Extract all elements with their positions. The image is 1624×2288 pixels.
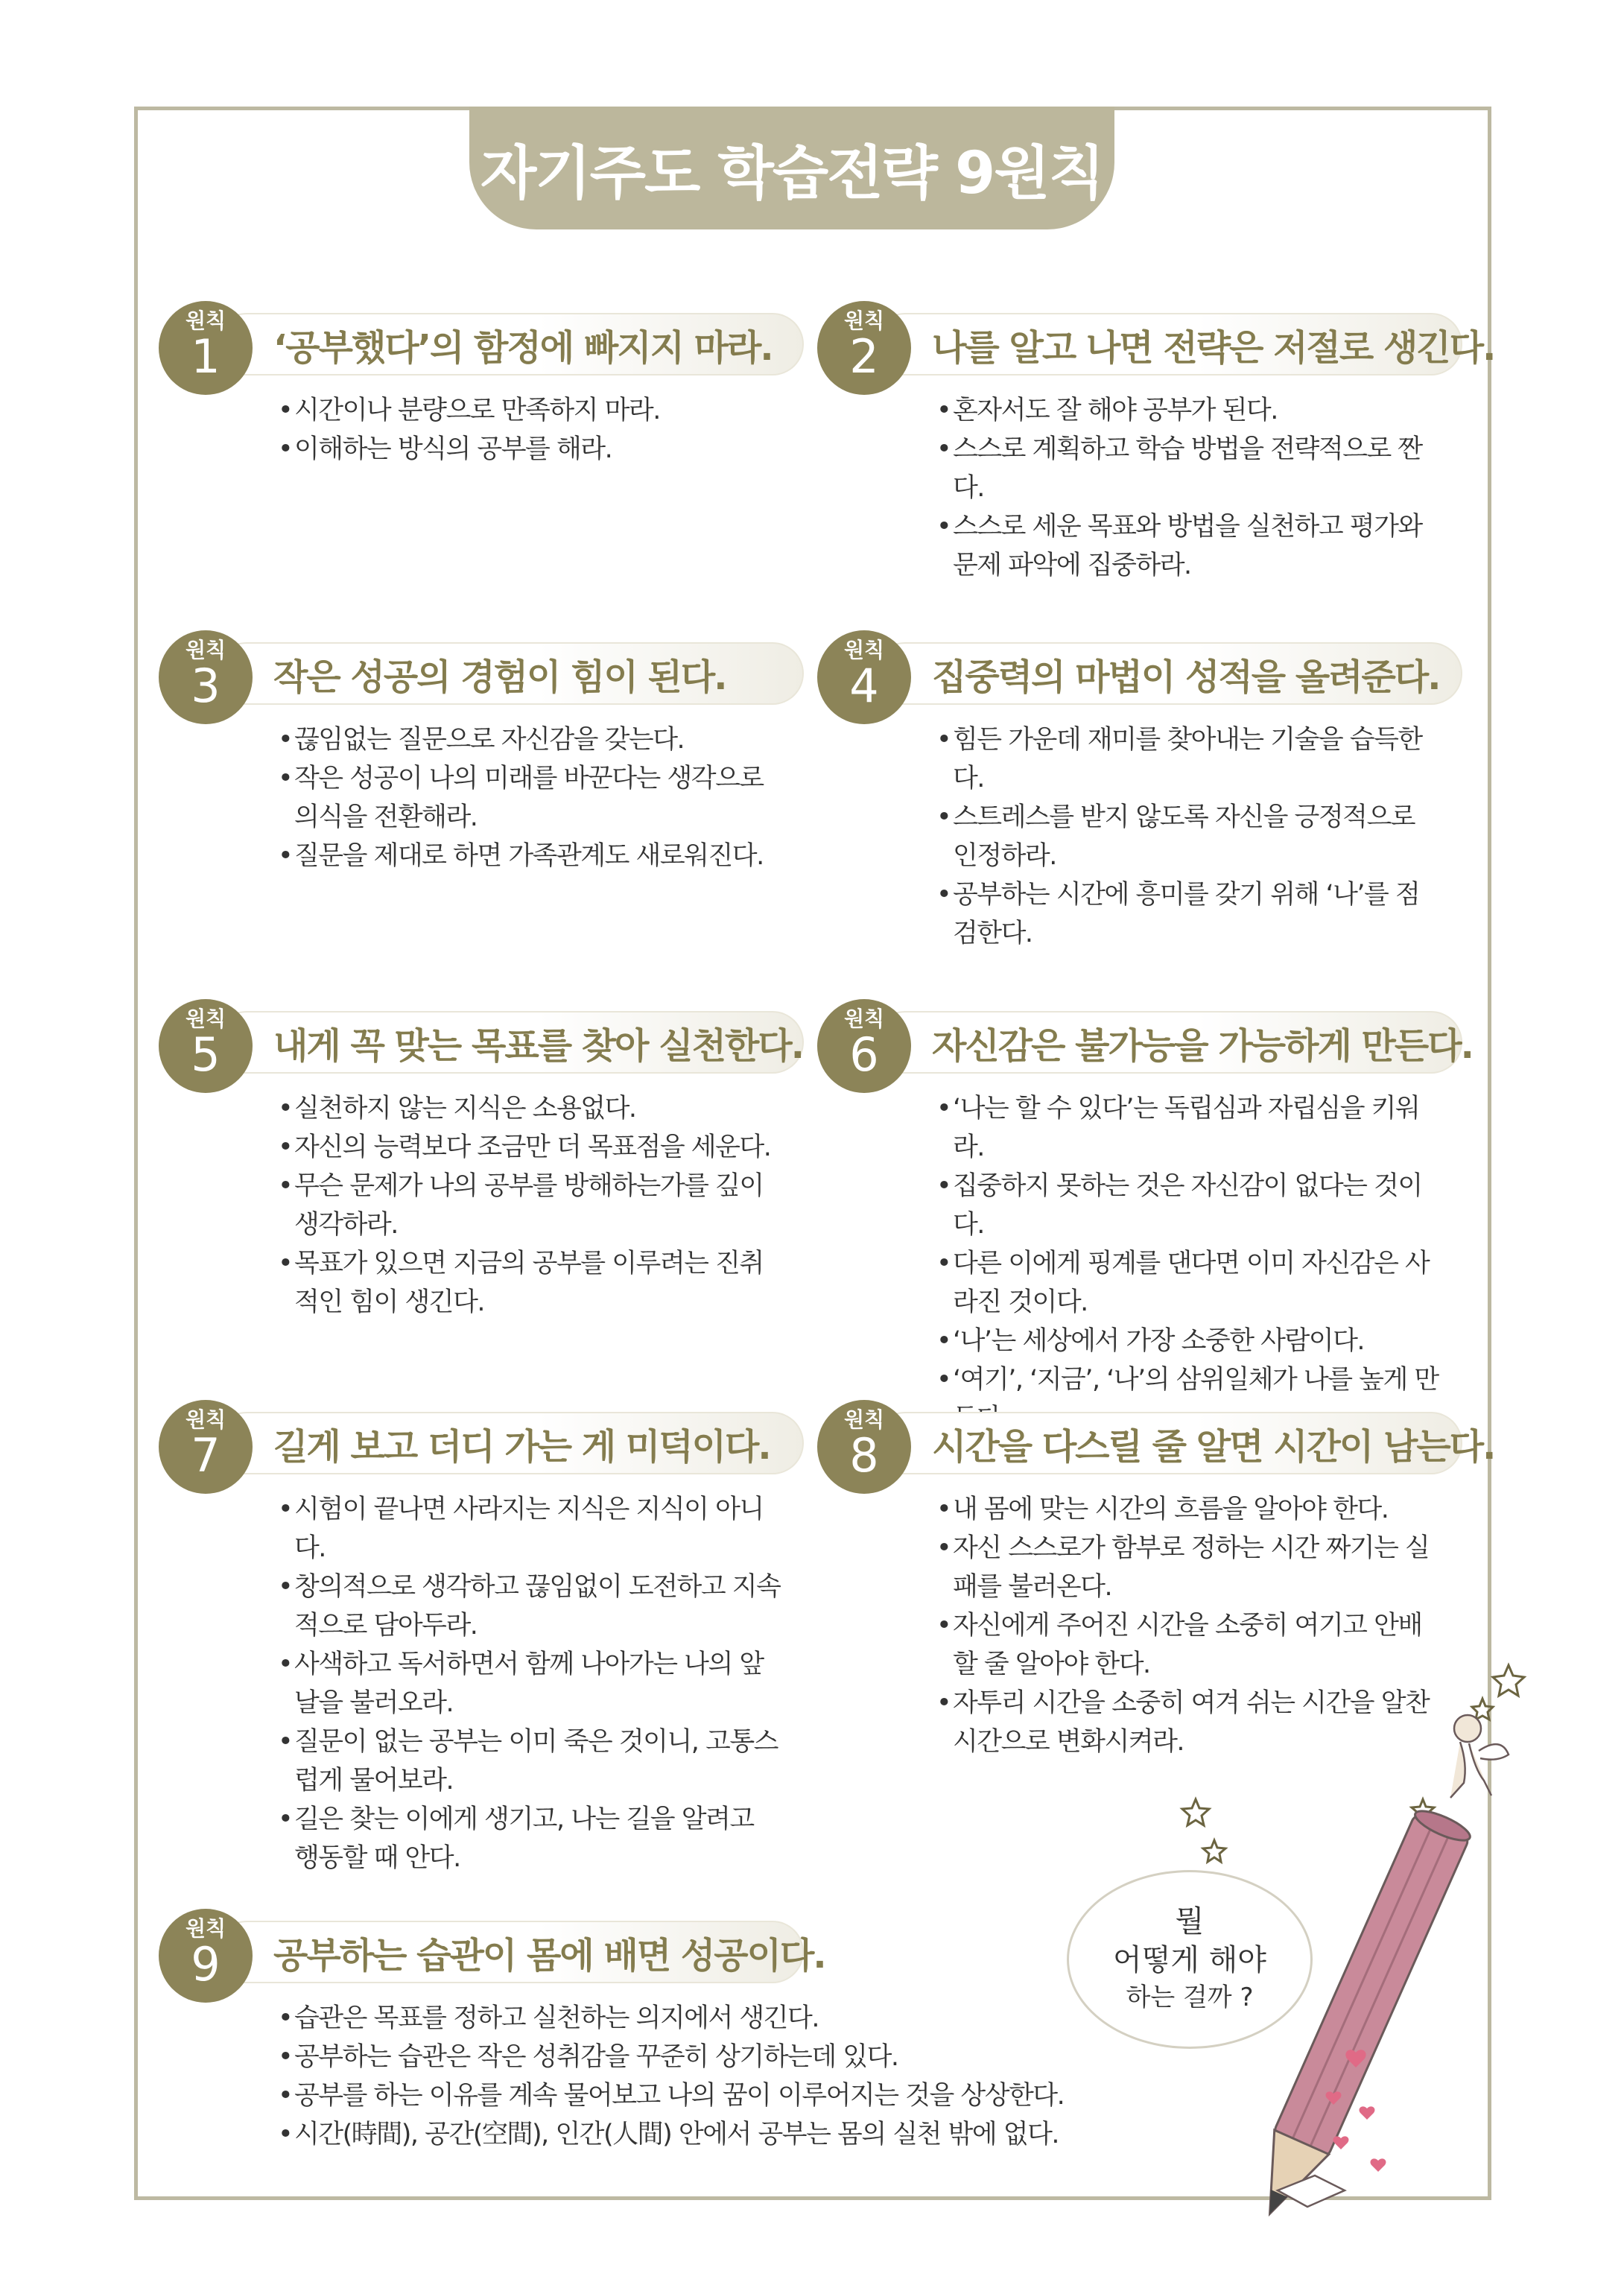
badge-number: 2 bbox=[849, 329, 879, 384]
badge-label: 원칙 bbox=[843, 1007, 885, 1031]
principle-badge bbox=[817, 630, 911, 724]
principle-list bbox=[936, 391, 1443, 585]
list-item: • 실천하지 않는 지식은 소용없다. bbox=[278, 1089, 784, 1128]
badge-number: 1 bbox=[191, 329, 221, 384]
list-item: • 공부하는 시간에 흥미를 갖기 위해 ‘나’를 점검한다. bbox=[936, 875, 1443, 953]
list-item: • ‘나는 할 수 있다’는 독립심과 자립심을 키워라. bbox=[936, 1089, 1443, 1167]
list-item: • 혼자서도 잘 해야 공부가 된다. bbox=[936, 391, 1443, 430]
list-item: • 공부하는 습관은 작은 성취감을 꾸준히 상기하는데 있다. bbox=[278, 2038, 1246, 2076]
badge-number: 8 bbox=[849, 1428, 879, 1483]
principle-list bbox=[278, 391, 784, 469]
list-item: • 자신에게 주어진 시간을 소중히 여기고 안배할 줄 알아야 한다. bbox=[936, 1606, 1443, 1684]
list-item: • 자투리 시간을 소중히 여겨 쉬는 시간을 알찬 시간으로 변화시켜라. bbox=[936, 1684, 1443, 1761]
list-item: • 스트레스를 받지 않도록 자신을 긍정적으로 인정하라. bbox=[936, 798, 1443, 875]
speech-bubble bbox=[1067, 1870, 1313, 2049]
list-item: • 목표가 있으면 지금의 공부를 이루려는 진취적인 힘이 생긴다. bbox=[278, 1244, 784, 1322]
principle-heading-box bbox=[874, 642, 1462, 705]
star-icon bbox=[1182, 1665, 1524, 1862]
principle-badge bbox=[817, 999, 911, 1093]
list-item: • 집중하지 못하는 것은 자신감이 없다는 것이다. bbox=[936, 1167, 1443, 1244]
list-item: • 시간(時間), 공간(空間), 인간(人間) 안에서 공부는 몸의 실천 밖에 없다. bbox=[278, 2115, 1246, 2154]
principle-heading-box bbox=[215, 1412, 804, 1474]
principle-heading-box bbox=[874, 1011, 1473, 1074]
principle-list bbox=[936, 1089, 1443, 1438]
angel-figure-icon bbox=[1450, 1715, 1509, 1798]
badge-number: 3 bbox=[191, 659, 221, 713]
badge-number: 5 bbox=[191, 1027, 221, 1082]
list-item: • 스스로 계획하고 학습 방법을 전략적으로 짠다. bbox=[936, 430, 1443, 507]
badge-label: 원칙 bbox=[843, 308, 885, 333]
list-item: • 질문을 제대로 하면 가족관계도 새로워진다. bbox=[278, 837, 784, 875]
principle-heading-box bbox=[215, 1011, 804, 1074]
principle-badge bbox=[159, 1400, 253, 1494]
principle-list bbox=[936, 720, 1443, 953]
list-item: • 스스로 세운 목표와 방법을 실천하고 평가와 문제 파악에 집중하라. bbox=[936, 507, 1443, 585]
principle-list bbox=[278, 1490, 784, 1877]
list-item: • 길은 찾는 이에게 생기고, 나는 길을 알려고 행동할 때 안다. bbox=[278, 1800, 784, 1877]
principle-heading: 자신감은 불가능을 가능하게 만든다. bbox=[932, 1024, 1473, 1067]
badge-label: 원칙 bbox=[843, 1407, 885, 1432]
page-title: 자기주도 학습전략 9원칙 bbox=[480, 139, 1104, 207]
title-banner bbox=[469, 107, 1114, 229]
list-item: • 습관은 목표를 정하고 실천하는 의지에서 생긴다. bbox=[278, 1999, 1246, 2038]
badge-label: 원칙 bbox=[185, 1007, 226, 1031]
principle-heading: 길게 보고 더디 가는 게 미덕이다. bbox=[273, 1425, 770, 1468]
badge-label: 원칙 bbox=[185, 1407, 226, 1432]
principle-heading: 내게 꼭 맞는 목표를 찾아 실천한다. bbox=[273, 1024, 803, 1067]
list-item: • 다른 이에게 핑계를 댄다면 이미 자신감은 사라진 것이다. bbox=[936, 1244, 1443, 1322]
list-item: • ‘나’는 세상에서 가장 소중한 사람이다. bbox=[936, 1322, 1443, 1360]
principle-heading-box bbox=[215, 1921, 825, 1983]
list-item: • 끊임없는 질문으로 자신감을 갖는다. bbox=[278, 720, 784, 759]
list-item: • 무슨 문제가 나의 공부를 방해하는가를 깊이 생각하라. bbox=[278, 1167, 784, 1244]
principle-heading: 공부하는 습관이 몸에 배면 성공이다. bbox=[273, 1934, 825, 1977]
badge-label: 원칙 bbox=[185, 638, 226, 662]
list-item: • 이해하는 방식의 공부를 해라. bbox=[278, 430, 784, 469]
list-item: • 내 몸에 맞는 시간의 흐름을 알아야 한다. bbox=[936, 1490, 1443, 1529]
principle-heading-box bbox=[874, 1412, 1495, 1474]
list-item: • 공부를 하는 이유를 계속 물어보고 나의 꿈이 이루어지는 것을 상상한다. bbox=[278, 2076, 1246, 2115]
list-item: • 시간이나 분량으로 만족하지 마라. bbox=[278, 391, 784, 430]
list-item: • 시험이 끝나면 사라지는 지식은 지식이 아니다. bbox=[278, 1490, 784, 1568]
badge-number: 4 bbox=[849, 659, 879, 713]
list-item: • 자신 스스로가 함부로 정하는 시간 짜기는 실패를 불러온다. bbox=[936, 1529, 1443, 1606]
principle-heading: ‘공부했다’의 함정에 빠지지 마라. bbox=[273, 326, 773, 369]
list-item: • 창의적으로 생각하고 끊임없이 도전하고 지속적으로 담아두라. bbox=[278, 1568, 784, 1645]
principle-badge bbox=[159, 1909, 253, 2003]
principle-badge bbox=[159, 301, 253, 395]
principle-heading: 작은 성공의 경험이 힘이 된다. bbox=[273, 656, 726, 698]
badge-label: 원칙 bbox=[185, 1916, 226, 1941]
list-item: • ‘여기’, ‘지금’, ‘나’의 삼위일체가 나를 높게 만 bbox=[936, 1360, 1443, 1438]
badge-number: 9 bbox=[191, 1937, 221, 1991]
principle-heading: 시간을 다스릴 줄 알면 시간이 남는다. bbox=[932, 1425, 1495, 1468]
principle-badge bbox=[817, 301, 911, 395]
list-item: • 자신의 능력보다 조금만 더 목표점을 세운다. bbox=[278, 1128, 784, 1167]
principle-list bbox=[278, 1999, 1246, 2154]
list-item: • 질문이 없는 공부는 이미 죽은 것이니, 고통스럽게 물어보라. bbox=[278, 1723, 784, 1800]
bubble-line-2: 어떻게 해야 bbox=[1113, 1943, 1266, 1977]
badge-label: 원칙 bbox=[843, 638, 885, 662]
principle-heading: 집중력의 마법이 성적을 올려준다. bbox=[932, 656, 1440, 698]
principle-heading-box bbox=[215, 313, 804, 375]
principle-heading-box bbox=[215, 642, 804, 705]
list-item: • 작은 성공이 나의 미래를 바꾼다는 생각으로 의식을 전환해라. bbox=[278, 759, 784, 837]
principle-list bbox=[278, 720, 784, 875]
list-item: • 힘든 가운데 재미를 찾아내는 기술을 습득한다. bbox=[936, 720, 1443, 798]
badge-number: 7 bbox=[191, 1428, 221, 1483]
principle-badge bbox=[159, 630, 253, 724]
badge-number: 6 bbox=[849, 1027, 879, 1082]
bubble-line-3: 하는 걸까 ? bbox=[1126, 1983, 1254, 2012]
bubble-line-1: 뭘 bbox=[1175, 1904, 1205, 1939]
principle-heading: 나를 알고 나면 전략은 저절로 생긴다. bbox=[932, 326, 1495, 369]
badge-label: 원칙 bbox=[185, 308, 226, 333]
principle-badge bbox=[159, 999, 253, 1093]
principle-badge bbox=[817, 1400, 911, 1494]
list-item: • 사색하고 독서하면서 함께 나아가는 나의 앞날을 불러오라. bbox=[278, 1645, 784, 1723]
principle-list bbox=[278, 1089, 784, 1322]
principle-heading-box bbox=[874, 313, 1495, 375]
